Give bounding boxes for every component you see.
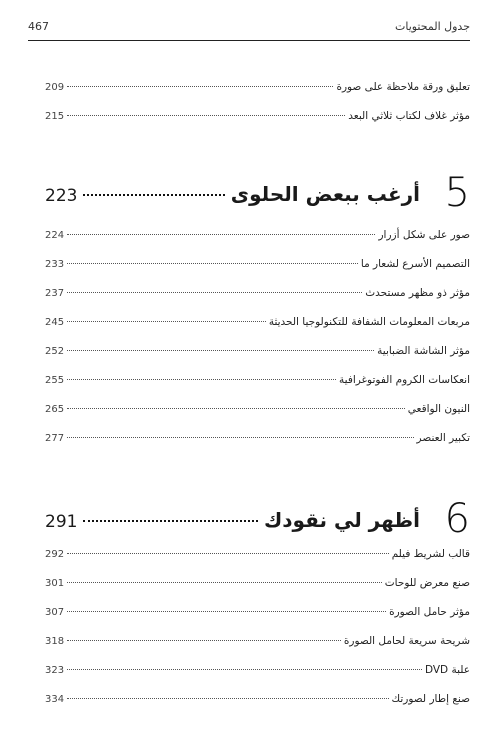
toc-entry-title: مؤثر الشاشة الضبابية [377, 345, 470, 357]
toc-entry-title: التصميم الأسرع لشعار ما [360, 258, 470, 270]
chapter-number: 5 [444, 170, 470, 216]
running-title: جدول المحتويات [394, 20, 470, 33]
toc-entry-page: 237 [45, 288, 65, 299]
toc-entry-page: 224 [45, 230, 65, 241]
toc-entry-page: 301 [45, 578, 65, 589]
toc-entry-title: مؤثر ذو مظهر مستحدث [365, 287, 470, 299]
toc-entry-title: صنع إطار لصورتك [391, 693, 470, 705]
toc-entry-title: مربعات المعلومات الشفافة للتكنولوجيا الحديثة [268, 316, 470, 328]
dot-leader [67, 292, 362, 293]
toc-entry-title: شريحة سريعة لحامل الصورة [343, 635, 470, 647]
toc-entry [45, 403, 470, 419]
toc-entry-page: 323 [45, 665, 65, 676]
toc-entry-page: 245 [45, 317, 65, 328]
chapter-heading [45, 170, 470, 216]
dot-leader [67, 350, 374, 351]
chapter-page: 223 [45, 186, 78, 206]
toc-entry-title: تعليق ورقة ملاحظة على صورة [336, 81, 470, 93]
dot-leader [67, 263, 358, 264]
dot-leader [67, 437, 413, 438]
dot-leader [67, 582, 382, 583]
chapter-title: أرغب ببعض الحلوى [230, 182, 420, 206]
dot-leader [67, 115, 345, 116]
toc-entry-page: 334 [45, 694, 65, 705]
toc-entry [45, 110, 470, 126]
toc-entry-page: 252 [45, 346, 65, 357]
toc-entry [45, 229, 470, 245]
toc-entry-page: 255 [45, 375, 65, 386]
toc-entry-page: 233 [45, 259, 65, 270]
toc-entry [45, 258, 470, 274]
toc-entry-page: 292 [45, 549, 65, 560]
dot-leader [67, 640, 341, 641]
toc-entry-title: مؤثر حامل الصورة [389, 606, 470, 618]
toc-entry-page: 215 [45, 111, 65, 122]
page-header [28, 20, 470, 38]
chapter-page: 291 [45, 512, 78, 532]
page-number: 467 [28, 20, 49, 33]
dot-leader [67, 321, 266, 322]
chapter-dot-leader [83, 194, 224, 196]
toc-entry [45, 345, 470, 361]
dot-leader [67, 553, 389, 554]
toc-entry [45, 81, 470, 97]
toc-entry [45, 606, 470, 622]
toc-entry-title: علبة DVD [424, 664, 470, 676]
toc-entry-page: 307 [45, 607, 65, 618]
toc-entry-page: 277 [45, 433, 65, 444]
toc-entry [45, 287, 470, 303]
toc-entry-title: انعكاسات الكروم الفوتوغرافية [339, 374, 470, 386]
dot-leader [67, 86, 333, 87]
dot-leader [67, 234, 375, 235]
toc-entry [45, 635, 470, 651]
chapter-heading [45, 496, 470, 542]
toc-entry-page: 318 [45, 636, 65, 647]
toc-entry-title: صنع معرض للوحات [384, 577, 470, 589]
toc-entry [45, 693, 470, 709]
toc-entry [45, 432, 470, 448]
toc-entry-title: النيون الواقعي [407, 403, 470, 415]
dot-leader [67, 611, 386, 612]
toc-entry-page: 209 [45, 82, 65, 93]
dot-leader [67, 698, 388, 699]
toc-entry-page: 265 [45, 404, 65, 415]
toc-entry-title: مؤثر غلاف لكتاب ثلاثي البعد [348, 110, 470, 122]
chapter-title: أظهر لي نقودك [263, 508, 420, 532]
dot-leader [67, 669, 422, 670]
dot-leader [67, 408, 405, 409]
toc-entry-title: قالب لشريط فيلم [391, 548, 470, 560]
chapter-dot-leader [83, 520, 258, 522]
toc-entry [45, 374, 470, 390]
toc-entry-title: صور على شكل أزرار [378, 229, 470, 241]
toc-entry [45, 577, 470, 593]
toc-entry [45, 316, 470, 332]
dot-leader [67, 379, 336, 380]
chapter-number: 6 [444, 496, 470, 542]
toc-entry [45, 548, 470, 564]
header-rule [28, 40, 470, 41]
toc-entry [45, 664, 470, 680]
toc-entry-title: تكبير العنصر [416, 432, 470, 444]
